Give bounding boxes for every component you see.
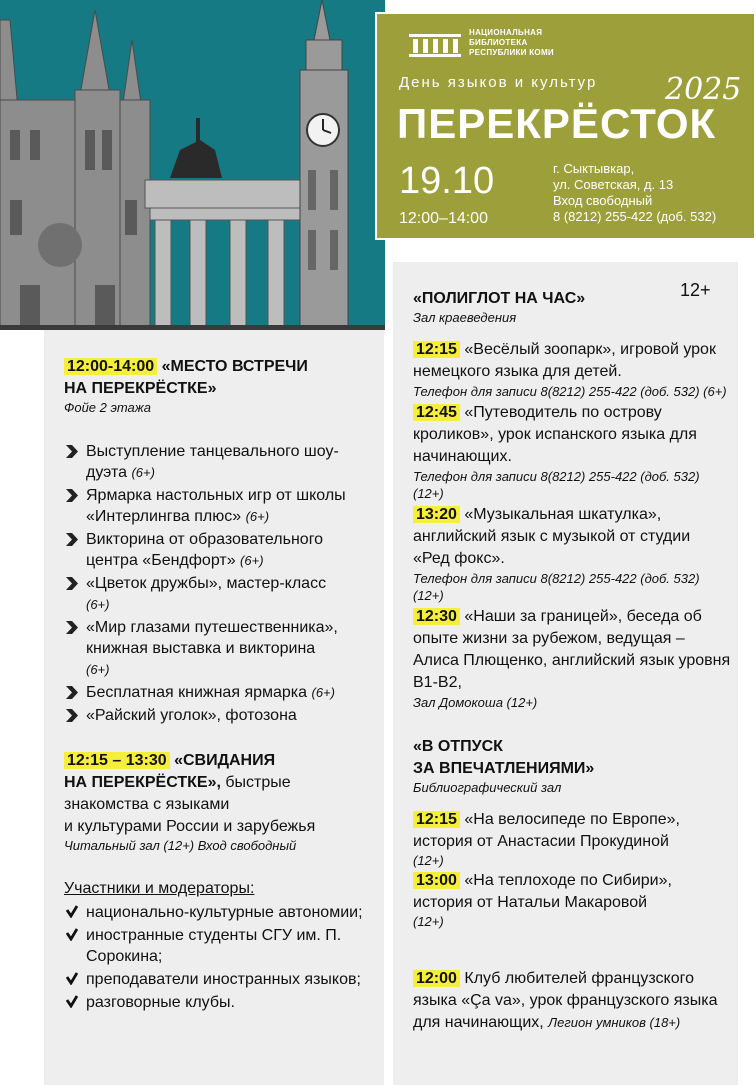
participant-text: разговорные клубы.	[86, 994, 235, 1011]
section-vacation-place: Библиографический зал	[413, 780, 562, 795]
event-title: ПЕРЕКРЁСТОК	[397, 100, 717, 147]
section-dating-place: Читальный зал (12+) Вход свободный	[64, 838, 297, 853]
list-item	[64, 441, 379, 483]
library-building-icon	[407, 28, 463, 58]
address-city: г. Сыктывкар,	[553, 161, 635, 176]
activity-text: Выступление танцевального шоу-дуэта	[86, 443, 339, 481]
event-note: Телефон для записи 8(8212) 255-422 (доб. 532) (6+)	[413, 384, 727, 399]
checkmark-icon	[66, 972, 78, 985]
library-line-1: НАЦИОНАЛЬНАЯ	[469, 28, 543, 37]
event-text: «Весёлый зоопарк», игровой урок немецкого языка для детей.	[413, 341, 716, 380]
list-item	[64, 485, 379, 527]
event-text: «На велосипеде по Европе», история от Анастасии Прокудиной	[413, 811, 680, 850]
activity-age: (6+)	[245, 509, 270, 524]
event-text: «Музыкальная шкатулка», английский язык с музыкой от студии «Ред фокс».	[413, 506, 691, 567]
event-year: 2025	[665, 72, 742, 107]
activity-age: (6+)	[311, 685, 335, 700]
section-vacation-title-a: «В ОТПУСК	[413, 738, 503, 755]
activity-age: (6+)	[86, 597, 110, 612]
section-participants	[64, 878, 379, 1015]
participant-text: преподаватели иностранных языков;	[86, 971, 361, 988]
activity-age: (6+)	[240, 553, 264, 568]
event-item	[413, 339, 731, 400]
event-text: «Наши за границей», беседа об опыте жизни за рубежом, ведущая – Алиса Плющенко, английский язык уровня B1-B2,	[413, 608, 731, 691]
section-dating-desc-b: знакомства с языками	[64, 796, 230, 813]
list-item	[64, 969, 379, 990]
section-meeting-title-b: НА ПЕРЕКРЁСТКЕ»	[64, 380, 217, 397]
library-line-2: БИБЛИОТЕКА	[469, 38, 528, 47]
landmarks-illustration	[0, 0, 385, 330]
activity-text: «Мир глазами путешественника», книжная выставка и викторина	[86, 619, 338, 657]
library-name	[469, 28, 554, 58]
event-text: Клуб любителей французского языка «Ça va», урок французского языка для начинающих,	[413, 970, 718, 1031]
event-note: (12+)	[413, 853, 444, 868]
section-dating-title	[64, 750, 379, 838]
activity-list	[64, 441, 379, 726]
section-meeting-place: Фойе 2 этажа	[64, 400, 151, 415]
event-date: 19.10	[399, 160, 495, 202]
section-dating-desc-a: быстрые	[220, 774, 291, 791]
list-item	[64, 705, 379, 726]
event-time-badge: 13:20	[413, 506, 460, 523]
list-item	[64, 902, 379, 923]
event-item	[413, 870, 731, 929]
checkmark-icon	[66, 905, 78, 918]
event-subtitle: День языков и культур	[399, 74, 598, 91]
activity-age: (6+)	[131, 465, 155, 480]
section-vacation-title-b: ЗА ВПЕЧАТЛЕНИЯМИ»	[413, 760, 595, 777]
event-time-badge: 12:45	[413, 404, 460, 421]
section-dating-title-b: НА ПЕРЕКРЁСТКЕ»,	[64, 774, 221, 791]
address-entry: Вход свободный	[553, 193, 653, 208]
event-note: Легион умников (18+)	[548, 1015, 681, 1030]
checkmark-icon	[66, 928, 78, 941]
list-item	[64, 992, 379, 1013]
activity-text: «Цветок дружбы», мастер-класс	[86, 575, 327, 592]
section-dating-desc-c: и культурами России и зарубежья	[64, 818, 316, 835]
section-polyglot-place: Зал краеведения	[413, 310, 517, 325]
section-meeting-time: 12:00-14:00	[64, 358, 157, 375]
address-phone: 8 (8212) 255-422 (доб. 532)	[553, 209, 717, 224]
event-text: «На теплоходе по Сибири», история от Натальи Макаровой	[413, 872, 672, 911]
landmarks-collage	[0, 0, 385, 330]
list-item	[64, 617, 379, 680]
activity-text: «Райский уголок», фотозона	[86, 707, 297, 724]
event-item	[413, 402, 731, 502]
arrow-bullet-icon	[66, 577, 78, 590]
arrow-bullet-icon	[66, 709, 78, 722]
left-program-panel	[44, 330, 384, 1085]
arrow-bullet-icon	[66, 489, 78, 502]
event-time-badge: 13:00	[413, 872, 460, 889]
section-meeting-title-a: «МЕСТО ВСТРЕЧИ	[157, 358, 308, 375]
section-french-club	[413, 968, 731, 1034]
section-vacation	[413, 736, 731, 929]
event-time-badge: 12:30	[413, 608, 460, 625]
event-note: Зал Домокоша (12+)	[413, 695, 538, 710]
event-time-badge: 12:15	[413, 811, 460, 828]
activity-age: (6+)	[86, 662, 110, 677]
arrow-bullet-icon	[66, 533, 78, 546]
list-item	[64, 925, 379, 967]
list-item	[64, 529, 379, 571]
age-rating-badge: 12+	[680, 280, 711, 300]
event-note: Телефон для записи 8(8212) 255-422 (доб. 532) (12+)	[413, 571, 700, 603]
event-time: 12:00–14:00	[399, 210, 488, 227]
event-item	[413, 504, 731, 604]
participant-text: национально-культурные автономии;	[86, 904, 363, 921]
section-dating-title-a: «СВИДАНИЯ	[169, 752, 276, 769]
checkmark-icon	[66, 995, 78, 1008]
arrow-bullet-icon	[66, 686, 78, 699]
list-item	[64, 573, 379, 615]
section-vacation-title	[413, 736, 731, 780]
section-meeting-title	[64, 356, 379, 400]
activity-text: Ярмарка настольных игр от школы «Интерлингва плюс»	[86, 487, 346, 525]
section-meeting	[64, 356, 379, 728]
list-item	[64, 682, 379, 703]
participants-heading: Участники и модераторы:	[64, 880, 255, 897]
section-polyglot-title: «ПОЛИГЛОТ НА ЧАС»	[413, 290, 586, 307]
event-address	[553, 161, 716, 225]
right-program-panel	[393, 262, 738, 1085]
event-text: «Путеводитель по острову кроликов», урок испанского языка для начинающих.	[413, 404, 697, 465]
activity-text: Бесплатная книжная ярмарка	[86, 684, 308, 701]
section-dating	[64, 750, 379, 853]
event-note: Телефон для записи 8(8212) 255-422 (доб. 532) (12+)	[413, 469, 700, 501]
event-time-badge: 12:15	[413, 341, 460, 358]
arrow-bullet-icon	[66, 445, 78, 458]
event-note: (12+)	[413, 914, 444, 929]
arrow-bullet-icon	[66, 621, 78, 634]
participants-list	[64, 902, 379, 1013]
activity-text: Викторина от образовательного центра «Бендфорт»	[86, 531, 324, 569]
address-street: ул. Советская, д. 13	[553, 177, 674, 192]
section-dating-time: 12:15 – 13:30	[64, 752, 170, 769]
section-polyglot	[413, 288, 731, 711]
event-item	[413, 809, 731, 868]
event-item	[413, 606, 731, 711]
event-header	[375, 12, 756, 240]
event-time-badge: 12:00	[413, 970, 460, 987]
participant-text: иностранные студенты СГУ им. П. Сорокина;	[86, 927, 342, 965]
library-line-3: РЕСПУБЛИКИ КОМИ	[469, 48, 554, 57]
